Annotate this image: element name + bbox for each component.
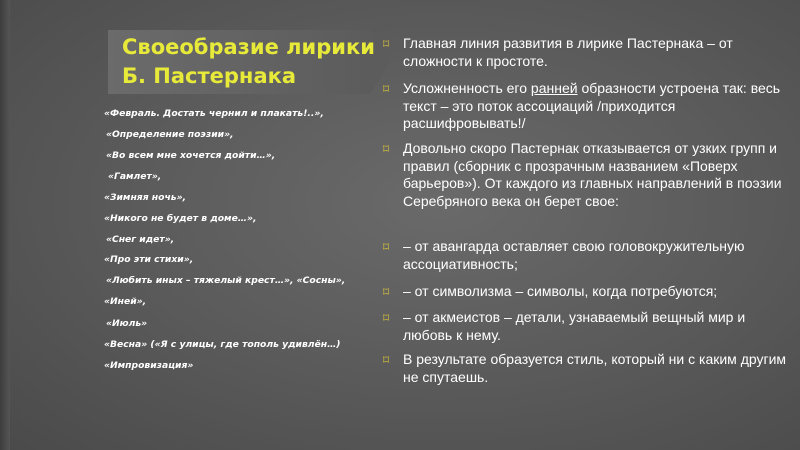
bullet-marker-icon: ⌑ <box>383 285 390 299</box>
poem-item: «Иней», <box>104 296 147 307</box>
poem-item: «Весна» («Я с улицы, где тополь удивлён…) <box>104 339 341 350</box>
poem-item: «Никого не будет в доме…», <box>104 213 257 224</box>
bullet-marker-icon: ⌑ <box>383 37 390 51</box>
bullet-text: Главная линия развития в лирике Пастернака – от сложности к простоте. <box>403 35 733 69</box>
bullet-text: В результате образуется стиль, который ни с каким другим не спутаешь. <box>403 351 787 385</box>
bullet-text: Довольно скоро Пастернак отказывается от узких групп и правил (сборник с прозрачным названием «Поверх барьеров»). От каждого из главных направлений в поэзии Серебряного века он берет свое: <box>403 140 782 209</box>
title-line-1: Своеобразие лирики <box>122 35 375 59</box>
poem-item: «Определение поэзии», <box>106 129 234 140</box>
bullet-text: – от авангарда оставляет свою головокружительную ассоциативность; <box>403 238 745 272</box>
bullet-text-part: образности устроена так: весь текст – это поток ассоциаций /приходится расшифровывать!/ <box>403 80 781 131</box>
poem-item: «Снег идет», <box>106 234 175 245</box>
bullet-text <box>403 80 788 133</box>
poem-item: «Про эти стихи», <box>104 254 194 265</box>
poem-item: «Импровизация» <box>104 360 194 371</box>
bullet-marker-icon: ⌑ <box>383 82 390 96</box>
poem-item: «Любить иных – тяжелый крест…», «Сосны», <box>106 275 346 286</box>
title-line-2: Б. Пастернака <box>122 64 297 88</box>
bullet-marker-icon: ⌑ <box>383 311 390 325</box>
left-accent-band <box>0 0 10 450</box>
bullet-marker-icon: ⌑ <box>383 240 390 254</box>
bullet-marker-icon: ⌑ <box>383 353 390 367</box>
poem-item: «Зимняя ночь», <box>104 192 187 203</box>
slide-title <box>122 33 392 91</box>
poem-item: «Гамлет», <box>108 171 162 182</box>
poem-item: «Во всем мне хочется дойти…», <box>106 150 276 161</box>
bullet-text-part: Усложненность его <box>403 80 531 96</box>
poem-item: «Февраль. Достать чернил и плакать!..», <box>104 108 324 119</box>
bullet-text: – от символизма – символы, когда потребуются; <box>403 283 718 299</box>
underlined-word: ранней <box>530 80 578 96</box>
poem-item: «Июль» <box>106 318 148 329</box>
bullet-marker-icon: ⌑ <box>383 142 390 156</box>
bullet-text: – от акмеистов – детали, узнаваемый вещный мир и любовь к нему. <box>403 309 746 343</box>
